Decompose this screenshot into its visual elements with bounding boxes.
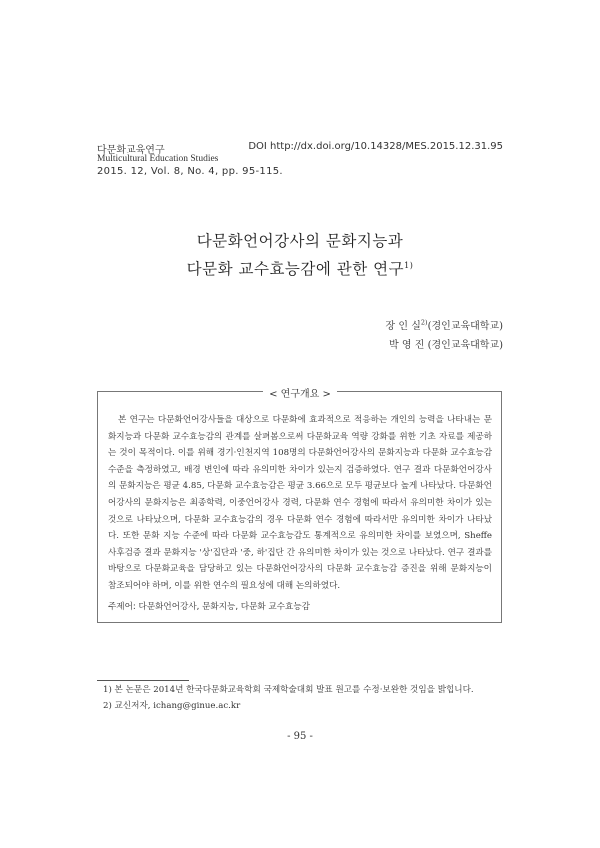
paper-title-line1: 다문화언어강사의 문화지능과 [196,232,404,250]
author-2 [389,336,503,351]
author-1-footnote-mark[interactable]: 2) [420,318,428,327]
paper-title-line2-text: 다문화 교수효능감에 관한 연구 [186,260,405,278]
doi-link[interactable]: DOI http://dx.doi.org/10.14328/MES.2015.12.31.95 [248,141,503,152]
journal-name: 다문화교육연구 [97,145,165,156]
author-1-name: 장 인 실 [385,321,421,332]
footnote-rule [97,680,189,681]
author-2-name: 박 영 진 [389,340,425,351]
abstract-text: 본 연구는 다문화언어강사들을 대상으로 다문화에 효과적으로 적응하는 개인의 능력을 나타내는 문화지능과 다문화 교수효능감의 관계를 살펴봄으로써 다문화교육 역량 강화를 위한 기초 자료를 제공하는 것이 목적이다. 이를 위해 경기·인천지역 108명의 다문화언어강사의 문화지능과 다문화 교수효능감 수준을 측정하였고, 배경 변인에 따라 유의미한 차이가 있는지 검증하였다. 연구 결과 다문화언어강사의 문화지능은 평균 4.85, 다문화 교수효능감은 평균 3.66으로 모두 평균보다 높게 나타났다. 다문화언어강사의 문화지능은 최종학력, 이중언어강사 경력, 다문화 연수 경험에 따라서 유의미한 차이가 있는 것으로 나타났으며, 다문화 교수효능감의 경우 다문화 연수 경험에 따라서만 유의미한 차이가 나타났다. 또한 문화 지능 수준에 따라 다문화 교수효능감도 통계적으로 유의미한 차이를 보였으며, Sheffe 사후검증 결과 문화지능 '상'집단과 '중, 하'집단 간 유의미한 차이가 있는 것으로 나타났다. 연구 결과를 바탕으로 다문화교육을 담당하고 있는 다문화언어강사의 다문화 교수효능감 증진을 위해 문화지능이 참조되어야 하며, 이를 위한 연수의 필요성에 대해 논의하였다. [108,415,492,591]
footnote-2: 2) 교신저자, ichang@ginue.ac.kr [103,701,241,711]
journal-name-english: Multicultural Education Studies [97,154,219,164]
volume-info: 2015. 12, Vol. 8, No. 4, pp. 95-115. [97,166,283,177]
keywords: 주제어: 다문화언어강사, 문화지능, 다문화 교수효능감 [108,602,310,612]
abstract-label-text: < 연구개요 > [263,389,337,400]
author-1 [386,317,503,332]
author-1-affiliation: (경인교육대학교) [427,321,503,332]
page-number: - 95 - [287,731,313,742]
footnote-1: 1) 본 논문은 2014년 한국다문화교육학회 국제학술대회 발표 원고를 수정·보완한 것임을 밝힙니다. [103,685,474,695]
title-footnote-mark[interactable]: 1) [404,260,414,270]
abstract-label [0,382,600,401]
author-2-affiliation: (경인교육대학교) [427,340,503,351]
paper-title-line2 [0,257,600,279]
